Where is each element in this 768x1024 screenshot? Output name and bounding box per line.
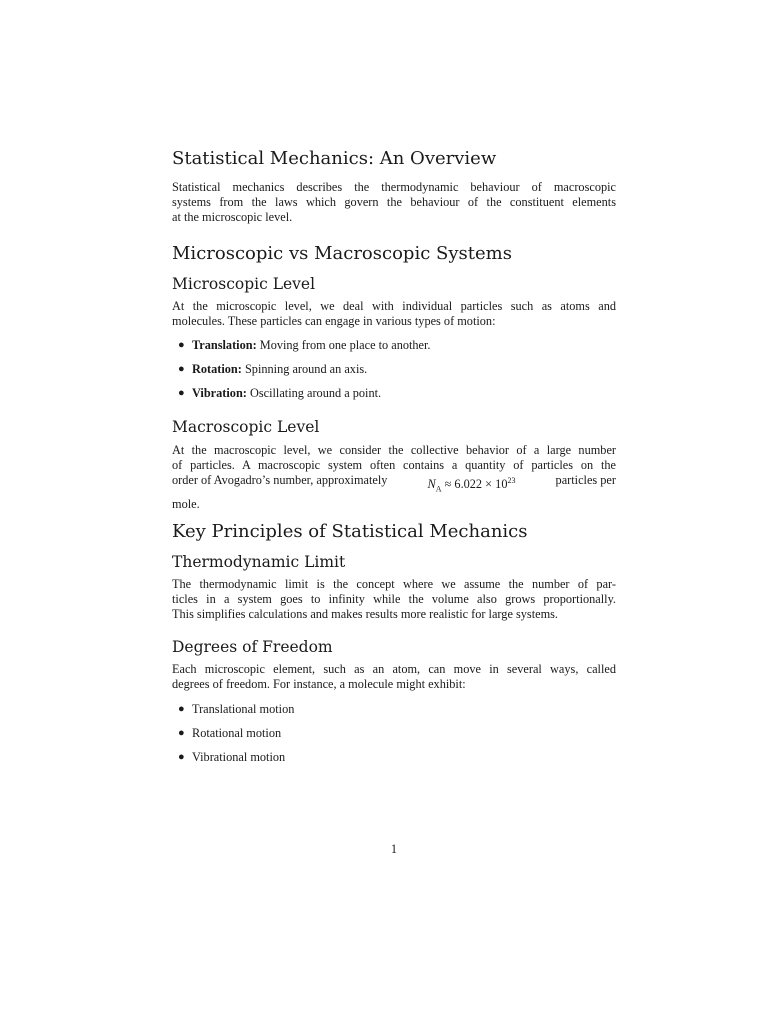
list-item [178, 702, 295, 717]
limit-paragraph [172, 577, 616, 622]
limit-line: The thermodynamic limit is the concept where we assume the number of par- [172, 577, 616, 591]
list-item [178, 726, 282, 741]
list-item [178, 386, 382, 401]
dof-line: Each microscopic element, such as an atom, can move in several ways, called [172, 662, 616, 676]
list-item-desc: Spinning around an axis. [244, 362, 368, 376]
bullet-icon: ● [178, 751, 185, 763]
list-item-text: Rotational motion [192, 726, 282, 740]
list-item [178, 362, 368, 377]
intro-line: at the microscopic level. [172, 210, 293, 224]
subsection-heading-limit: Thermodynamic Limit [172, 553, 346, 571]
math-sub: A [435, 484, 442, 494]
bullet-icon: ● [178, 703, 185, 715]
intro-line: Statistical mechanics describes the thermodynamic behaviour of macroscopic [172, 180, 616, 194]
microscopic-paragraph [172, 299, 616, 329]
bullet-icon: ● [178, 387, 185, 399]
subsection-heading-macroscopic: Macroscopic Level [172, 418, 320, 436]
list-item-term: Vibration: [192, 386, 247, 400]
intro-paragraph [172, 180, 616, 225]
limit-line: This simplifies calculations and makes results more realistic for large systems. [172, 607, 559, 621]
limit-line: ticles in a system goes to infinity while the volume also grows proportionally. [172, 592, 616, 606]
section-heading-systems: Microscopic vs Macroscopic Systems [172, 243, 512, 264]
list-item-text: Vibrational motion [192, 750, 286, 764]
math-exp: 23 [507, 476, 516, 485]
bullet-icon: ● [178, 727, 185, 739]
macroscopic-line-math [172, 473, 616, 497]
list-item-desc: Moving from one place to another. [259, 338, 431, 352]
list-item-text: Translational motion [192, 702, 295, 716]
macroscopic-line-pre: order of Avogadro’s number, approximately [172, 473, 388, 487]
list-item [178, 338, 431, 353]
avogadro-expression [428, 473, 516, 497]
macroscopic-line: mole. [172, 496, 200, 511]
subsection-heading-dof: Degrees of Freedom [172, 638, 333, 656]
page-number: 1 [390, 842, 398, 856]
list-item-term: Translation: [192, 338, 257, 352]
macroscopic-line: At the macroscopic level, we consider the collective behavior of a large number [172, 443, 616, 457]
section-heading-principles: Key Principles of Statistical Mechanics [172, 521, 528, 542]
bullet-icon: ● [178, 363, 185, 375]
macroscopic-line-post: particles per [555, 473, 616, 487]
dof-paragraph [172, 662, 616, 692]
math-approx: ≈ 6.022 × 10 [444, 477, 508, 492]
bullet-icon: ● [178, 339, 185, 351]
subsection-heading-microscopic: Microscopic Level [172, 275, 316, 293]
dof-line: degrees of freedom. For instance, a molecule might exhibit: [172, 677, 466, 691]
macroscopic-line: of particles. A macroscopic system often contains a quantity of particles on the [172, 458, 616, 472]
page-title: Statistical Mechanics: An Overview [172, 148, 497, 169]
list-item-term: Rotation: [192, 362, 242, 376]
microscopic-line: At the microscopic level, we deal with individual particles such as atoms and [172, 299, 616, 313]
math-n: N [427, 477, 436, 492]
list-item-desc: Oscillating around a point. [249, 386, 382, 400]
microscopic-line: molecules. These particles can engage in various types of motion: [172, 314, 496, 328]
list-item [178, 750, 286, 765]
intro-line: systems from the laws which govern the behaviour of the constituent elements [172, 195, 616, 209]
macroscopic-paragraph [172, 443, 616, 512]
